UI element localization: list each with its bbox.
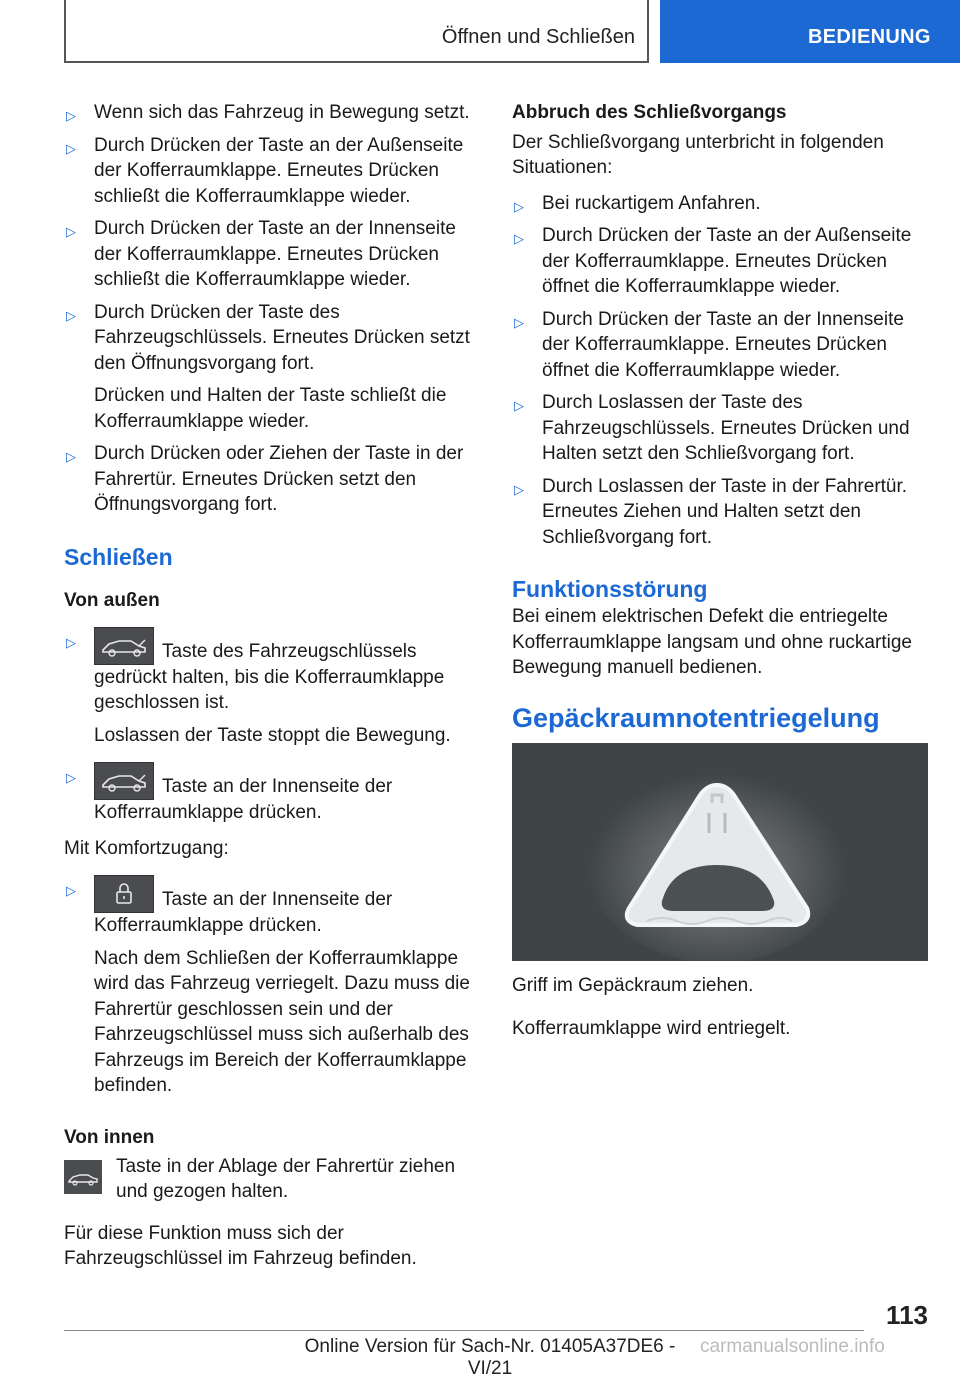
list-item: ▷ Durch Drücken der Taste an der Innenseite der Kofferraumklappe. Erneutes Drücken schließt die Kofferraumklappe wieder. xyxy=(66,218,456,290)
heading-closing: Schließen xyxy=(64,543,173,570)
section-label: BEDIENUNG xyxy=(660,0,960,63)
footer-divider xyxy=(64,1330,864,1331)
list-item: ▷ Taste des Fahrzeugschlüssels gedrückt halten, bis die Kofferraumklappe geschlossen ist. Loslassen der Taste stoppt die Bewegung. xyxy=(64,627,484,749)
comfort-label: Mit Komfortzugang: xyxy=(64,837,229,859)
outside-list xyxy=(64,627,484,826)
lock-icon xyxy=(94,875,154,913)
list-item: ▷ Durch Drücken der Taste des Fahrzeugschlüssels. Erneutes Drücken setzt den Öffnungsvorgang fort. Drücken und Halten der Taste schließt die Kofferraumklappe wieder. xyxy=(66,301,470,432)
subheading-outside: Von außen xyxy=(64,589,160,611)
triangle-bullet-icon: ▷ xyxy=(514,481,524,497)
emergency-release-handle-image xyxy=(512,743,928,961)
list-item: ▷ Wenn sich das Fahrzeug in Bewegung setzt. xyxy=(64,100,484,126)
list-item: ▷ Durch Loslassen der Taste in der Fahrertür. Erneutes Ziehen und Halten setzt den Schließvorgang fort. xyxy=(514,475,908,548)
watermark: carmanualsonline.info xyxy=(700,1336,885,1357)
abort-heading: Abbruch des Schließvorgangs xyxy=(512,102,787,123)
triangle-bullet-icon: ▷ xyxy=(66,883,76,898)
heading-malfunction: Funktionsstörung xyxy=(512,576,708,602)
open-conditions-list xyxy=(64,100,484,518)
triangle-bullet-icon: ▷ xyxy=(66,449,76,464)
left-column xyxy=(64,100,484,1272)
list-item: ▷ Bei ruckartigem Anfahren. xyxy=(512,191,932,217)
inside-instruction: Taste in der Ablage der Fahrertür ziehen und gezogen halten. xyxy=(64,1154,484,1205)
triangle-bullet-icon: ▷ xyxy=(514,231,524,246)
trunk-car-icon xyxy=(94,627,154,665)
caption-unlocked: Kofferraumklappe wird entriegelt. xyxy=(512,1018,791,1039)
triangle-bullet-icon: ▷ xyxy=(514,398,524,413)
triangle-bullet-icon: ▷ xyxy=(66,770,76,785)
triangle-bullet-icon: ▷ xyxy=(66,307,76,323)
triangle-bullet-icon: ▷ xyxy=(514,314,524,330)
caption-pull-handle: Griff im Gepäckraum ziehen. xyxy=(512,974,754,996)
triangle-bullet-icon: ▷ xyxy=(66,634,76,650)
footer-online-version: Online Version für Sach-Nr. 01405A37DE6 - VI/21 xyxy=(304,1336,676,1379)
subheading-inside: Von innen xyxy=(64,1126,155,1148)
page-number: 113 xyxy=(886,1300,928,1330)
door-button-icon xyxy=(64,1160,102,1194)
chapter-title: Öffnen und Schließen xyxy=(441,26,635,48)
list-item: ▷ Durch Loslassen der Taste des Fahrzeugschlüssels. Erneutes Drücken und Halten setzt den Schließvorgang fort. xyxy=(514,392,910,464)
right-column xyxy=(512,100,932,1042)
trunk-car-icon xyxy=(94,762,154,800)
triangle-bullet-icon: ▷ xyxy=(66,108,76,123)
malfunction-text: Bei einem elektrischen Defekt die entriegelte Kofferraumklappe langsam und ohne ruckartige Bewegung manuell bedienen. xyxy=(512,606,912,678)
list-item: ▷ Durch Drücken oder Ziehen der Taste in der Fahrertür. Erneutes Drücken setzt den Öffnungsvorgang fort. xyxy=(66,443,464,515)
list-item: ▷ Taste an der Innenseite der Kofferraumklappe drücken. Nach dem Schließen der Kofferraumklappe wird das Fahrzeug verriegelt. Dazu muss die Fahrertür geschlossen sein und der Fahrzeugschlüssel muss sich außerhalb des Fahrzeugs im Bereich der Kofferraumklappe befinden. xyxy=(64,875,484,1099)
heading-emergency-release: Gepäckraumnotentriegelung xyxy=(512,702,880,733)
comfort-list xyxy=(64,875,484,1099)
triangle-bullet-icon: ▷ xyxy=(66,140,76,156)
abort-list xyxy=(512,191,932,551)
list-item: ▷ Durch Drücken der Taste an der Außenseite der Kofferraumklappe. Erneutes Drücken schließt die Kofferraumklappe wieder. xyxy=(66,134,464,207)
triangle-bullet-icon: ▷ xyxy=(514,198,524,214)
triangle-bullet-icon: ▷ xyxy=(66,224,76,239)
list-item: ▷ Durch Drücken der Taste an der Außenseite der Kofferraumklappe. Erneutes Drücken öffnet die Kofferraumklappe wieder. xyxy=(514,225,912,297)
key-note: Für diese Funktion muss sich der Fahrzeugschlüssel im Fahrzeug befinden. xyxy=(64,1222,417,1269)
abort-intro: Der Schließvorgang unterbricht in folgenden Situationen: xyxy=(512,131,884,178)
list-item: ▷ Taste an der Innenseite der Kofferraumklappe drücken. xyxy=(64,762,484,826)
list-item: ▷ Durch Drücken der Taste an der Innenseite der Kofferraumklappe. Erneutes Drücken öffnet die Kofferraumklappe wieder. xyxy=(514,308,904,381)
